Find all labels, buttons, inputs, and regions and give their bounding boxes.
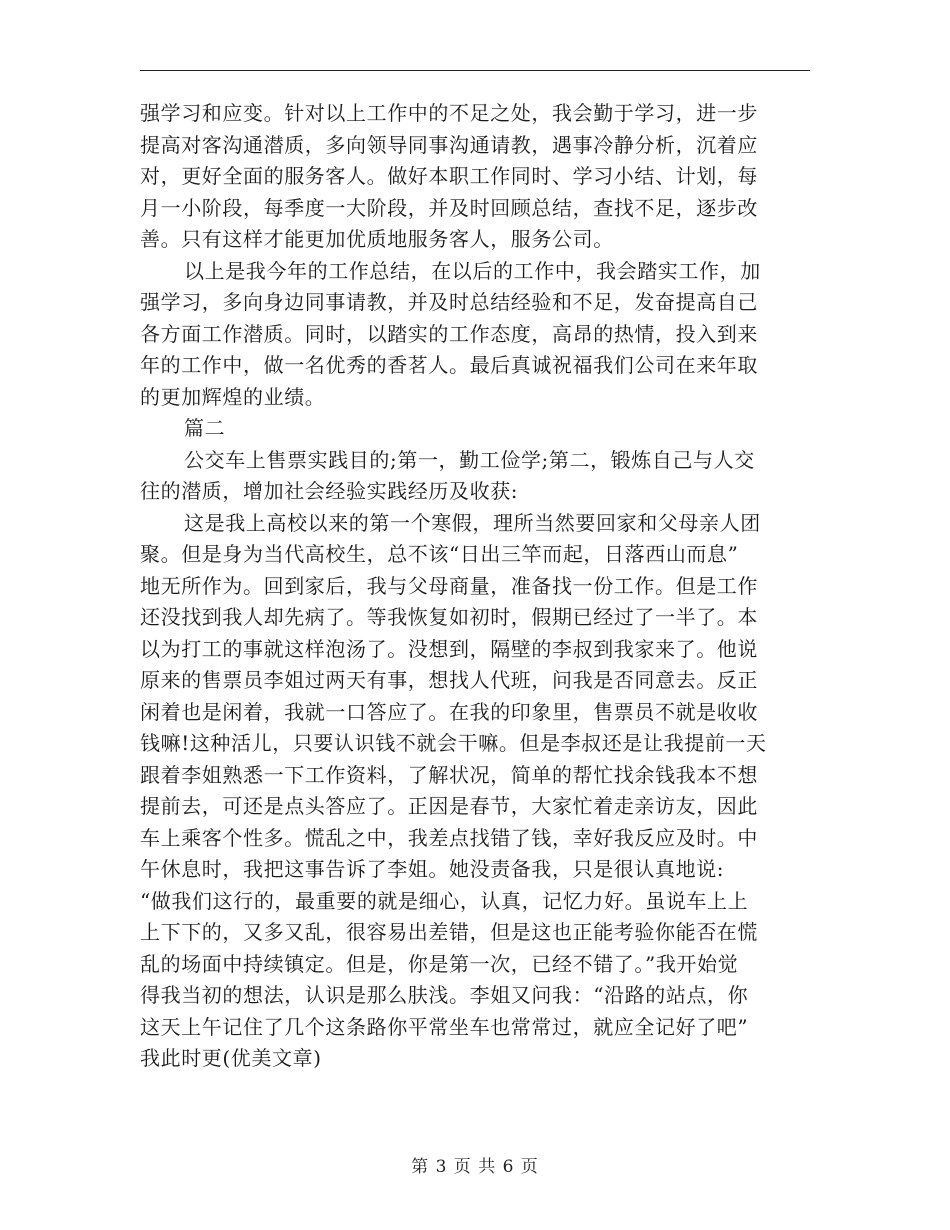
- text-line: 闲着也是闲着，我就一口答应了。在我的印象里，售票员不就是收收: [140, 699, 758, 724]
- text-line: 善。只有这样才能更加优质地服务客人，服务公司。: [140, 227, 614, 251]
- text-line: 这是我上高校以来的第一个寒假，理所当然要回家和父母亲人团: [184, 510, 761, 535]
- text-line: 聚。但是身为当代高校生，总不该“日出三竿而起，日落西山而息”: [140, 542, 739, 566]
- text-line: 得我当初的想法，认识是那么肤浅。李姐又问我：“沿路的站点，你: [140, 983, 749, 1007]
- text-line: 提前去，可还是点头答应了。正因是春节，大家忙着走亲访友，因此: [140, 794, 758, 818]
- header-rule: [140, 70, 810, 71]
- text-line: 我此时更(优美文章): [140, 1046, 322, 1070]
- text-line: 以为打工的事就这样泡汤了。没想到，隔壁的李叔到我家来了。他说: [140, 636, 758, 661]
- text-line: 上下下的，又多又乱，很容易出差错，但是这也正能考验你能否在慌: [140, 920, 758, 944]
- text-line: “做我们这行的，最重要的就是细心，认真，记忆力好。虽说车上上: [140, 888, 749, 913]
- text-line: 车上乘客个性多。慌乱之中，我差点找错了钱，幸好我反应及时。中: [140, 825, 758, 850]
- text-line: 跟着李姐熟悉一下工作资料，了解状况，简单的帮忙找余钱我本不想: [140, 762, 758, 787]
- section-heading: 篇二: [184, 416, 226, 440]
- text-line: 午休息时，我把这事告诉了李姐。她没责备我，只是很认真地说:: [140, 857, 725, 881]
- text-line: 原来的售票员李姐过两天有事，想找人代班，问我是否同意去。反正: [140, 668, 758, 692]
- text-line: 的更加辉煌的业绩。: [140, 384, 326, 409]
- text-line: 乱的场面中持续镇定。但是，你是第一次，已经不错了。”我开始觉: [140, 951, 739, 976]
- text-line: 强学习和应变。针对以上工作中的不足之处，我会勤于学习，进一步: [140, 101, 758, 125]
- page-number-footer: 第 3 页 共 6 页: [411, 1157, 539, 1177]
- text-line: 强学习，多向身边同事请教，并及时总结经验和不足，发奋提高自己: [140, 290, 758, 314]
- document-body: [140, 98, 812, 1075]
- text-line: 以上是我今年的工作总结，在以后的工作中，我会踏实工作，加: [184, 258, 761, 283]
- text-line: 还没找到我人却先病了。等我恢复如初时，假期已经过了一半了。本: [140, 605, 758, 629]
- text-line: 年的工作中，做一名优秀的香茗人。最后真诚祝福我们公司在来年取: [140, 353, 758, 377]
- text-line: 钱嘛!这种活儿，只要认识钱不就会干嘛。但是李叔还是让我提前一天: [140, 731, 767, 755]
- text-line: 这天上午记住了几个这条路你平常坐车也常常过，就应全记好了吧”: [140, 1014, 749, 1039]
- text-line: 月一小阶段，每季度一大阶段，并及时回顾总结，查找不足，逐步改: [140, 195, 758, 220]
- text-line: 地无所作为。回到家后，我与父母商量，准备找一份工作。但是工作: [140, 573, 758, 598]
- text-line: 对，更好全面的服务客人。做好本职工作同时、学习小结、计划，每: [140, 164, 758, 188]
- text-line: 各方面工作潜质。同时，以踏实的工作态度，高昂的热情，投入到来: [140, 321, 758, 346]
- text-line: 往的潜质，增加社会经验实践经历及收获:: [140, 479, 519, 503]
- text-line: 公交车上售票实践目的;第一，勤工俭学;第二，锻炼自己与人交: [184, 447, 755, 472]
- text-line: 提高对客沟通潜质，多向领导同事沟通请教，遇事冷静分析，沉着应: [140, 132, 758, 157]
